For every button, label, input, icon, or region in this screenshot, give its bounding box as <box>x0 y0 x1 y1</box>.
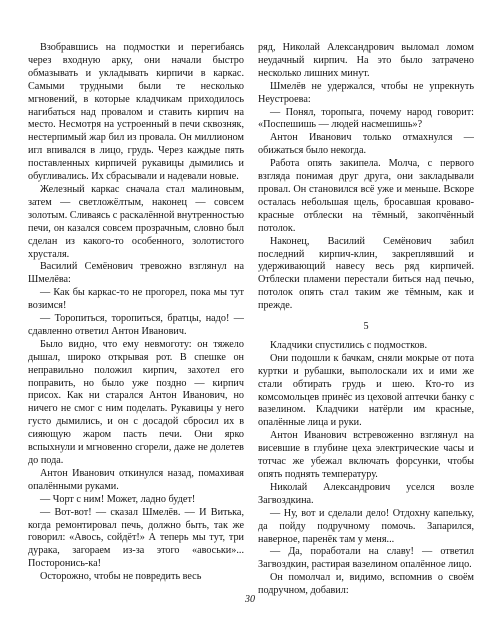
paragraph: Работа опять закипела. Молча, с первого взгляда понимая друг друга, они закладывали провал. Он становился всё уже и меньше. Вскоре осталась небольшая щель, бросавшая кроваво-красные отблески на тёмный, закопчённый потолок. <box>258 158 474 234</box>
paragraph: — Чорт с ним! Может, ладно будет! <box>40 493 196 505</box>
paragraph: — Понял, торопыга, почему народ говорит: «Поспешишь — людей насмешишь»? <box>258 106 474 131</box>
right-column-top <box>258 42 474 313</box>
paragraph: Антон Иванович встревоженно взглянул на висевшие в глубине цеха электрические часы и тотчас же убежал включать форсунки, чтобы опять поднять температуру. <box>258 430 474 480</box>
paragraph: Было видно, что ему невмоготу: он тяжело дышал, широко открывая рот. В спешке он неправильно положил кирпич, захотел его поправить, но было уже поздно — кирпич присох. Как ни старался Антон Иванович, но ничего не смог с ним поделать. Рукавицы у него густо дымились, и он с досадой сбросил их в сияющую жаром пасть печи. Они ярко вспыхнули и мгновенно сгорели, даже не долетев до пода. <box>28 338 244 466</box>
paragraph: Он помолчал и, видимо, вспомнив о своём подручном, добавил: <box>258 572 474 597</box>
right-column-bottom <box>258 340 474 598</box>
paragraph: — Вот-вот! — сказал Шмелёв. — И Витька, когда ремонтировал печь, должно быть, так же говорил: «Авось, сойдёт!» А теперь мы тут, три дурака, загораем из-за этого «авоськи»... Посторонись-ка! <box>28 506 244 570</box>
paragraph: Василий Семёнович тревожно взглянул на Шмелёва: <box>28 261 244 286</box>
paragraph: Шмелёв не удержался, чтобы не упрекнуть Неустроева: <box>258 80 474 105</box>
paragraph: Осторожно, чтобы не повредить весь <box>40 571 202 583</box>
paragraph: Николай Александрович уселся возле Загвоздкина. <box>258 481 474 506</box>
left-column <box>28 42 244 584</box>
right-column <box>258 42 474 598</box>
paragraph: — Да, поработали на славу! — ответил Загвоздкин, растирая вазелином опалённое лицо. <box>258 546 474 571</box>
paragraph: ряд, Николай Александрович выломал ломом неудачный кирпич. На это было затрачено несколько лишних минут. <box>258 42 474 79</box>
paragraph: Антон Иванович только отмахнулся — обижаться было некогда. <box>258 132 474 157</box>
paragraph: Взобравшись на подмостки и перегибаясь через входную арку, они начали быстро обмазывать и укладывать кирпичи в каркас. Самыми трудными были те несколько мгновений, в которые кладчикам приходилось нагибаться над провалом и ставить кирпич на место. Несмотря на устроенный в печи сквозняк, нестерпимый жар бил из провала. Он миллионом игл впивался в лицо, грудь. Через каждые пять поставленных кирпичей рукавицы дымились и обугливались. Их сбрасывали и надевали новые. <box>28 42 244 183</box>
paragraph: — Как бы каркас-то не прогорел, пока мы тут возимся! <box>28 287 244 312</box>
paragraph: Кладчики спустились с подмостков. <box>270 339 428 351</box>
paragraph: Наконец, Василий Семёнович забил последний кирпич-клин, закреплявший и удерживающий навесу весь ряд кирпичей. Отблески пламени перестали биться над печью, потолок опять стал таким же тёмным, как и прежде. <box>258 235 474 312</box>
paragraph: — Ну, вот и сделали дело! Отдохну капельку, да пойду подручному помочь. Запарился, наверное, паренёк там у меня... <box>258 507 474 545</box>
paragraph: Железный каркас сначала стал малиновым, затем — светложёлтым, наконец — совсем золотым. Сливаясь с раскалённой внутренностью печи, он казался совсем прозрачным, словно был сделан из какого-то особенного, золотистого хрусталя. <box>28 183 244 260</box>
paragraph: Антон Иванович откинулся назад, помахивая опалёнными руками. <box>28 467 244 492</box>
paragraph: Они подошли к бачкам, сняли мокрые от пота куртки и рубашки, выполоскали их и ими же стали обтирать грудь и шею. Кто-то из комсомольцев принёс из цеховой аптечки банку с вазелином. Кладчики натёрли им красные, опалённые лица и руки. <box>258 352 474 429</box>
page-number: 30 <box>245 594 255 605</box>
paragraph: — Торопиться, торопиться, братцы, надо! — сдавленно ответил Антон Иванович. <box>28 313 244 337</box>
section-number: 5 <box>363 321 369 333</box>
